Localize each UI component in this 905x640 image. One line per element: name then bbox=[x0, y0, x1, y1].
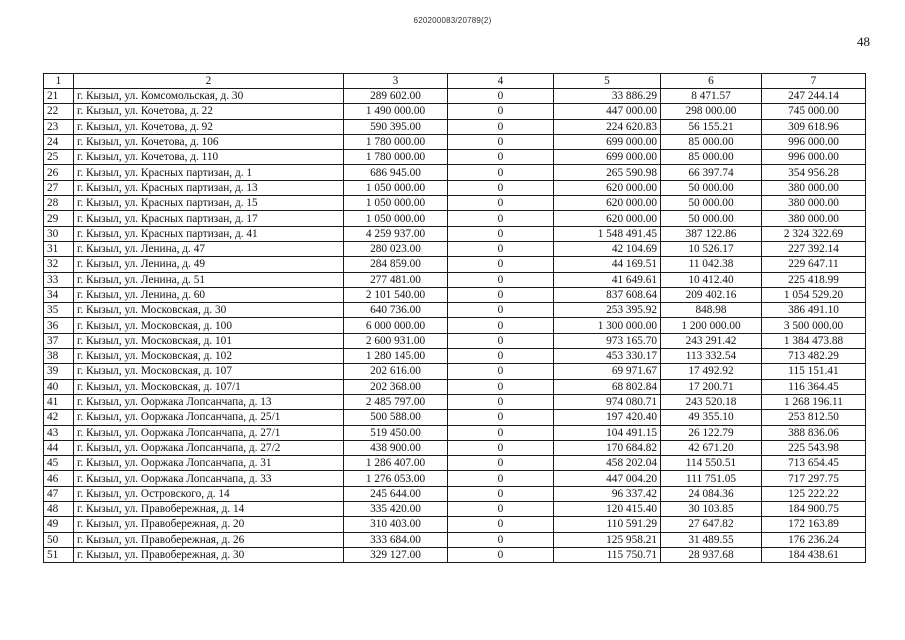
address-cell: г. Кызыл, ул. Ленина, д. 47 bbox=[74, 241, 344, 256]
value-col5-cell: 110 591.29 bbox=[554, 517, 661, 532]
value-col3-cell: 2 101 540.00 bbox=[344, 287, 448, 302]
address-cell: г. Кызыл, ул. Красных партизан, д. 41 bbox=[74, 226, 344, 241]
address-cell: г. Кызыл, ул. Кочетова, д. 22 bbox=[74, 104, 344, 119]
value-col5-cell: 837 608.64 bbox=[554, 287, 661, 302]
value-col3-cell: 500 588.00 bbox=[344, 410, 448, 425]
table-row bbox=[44, 303, 866, 318]
value-col7-cell: 176 236.24 bbox=[762, 532, 866, 547]
value-col4-cell: 0 bbox=[448, 440, 554, 455]
value-col7-cell: 229 647.11 bbox=[762, 257, 866, 272]
row-number: 42 bbox=[44, 410, 74, 425]
table-row bbox=[44, 318, 866, 333]
value-col4-cell: 0 bbox=[448, 196, 554, 211]
value-col6-cell: 387 122.86 bbox=[661, 226, 762, 241]
row-number: 29 bbox=[44, 211, 74, 226]
value-col6-cell: 243 291.42 bbox=[661, 333, 762, 348]
value-col4-cell: 0 bbox=[448, 150, 554, 165]
row-number: 23 bbox=[44, 119, 74, 134]
row-number: 24 bbox=[44, 134, 74, 149]
address-cell: г. Кызыл, ул. Ооржака Лопсанчапа, д. 27/2 bbox=[74, 440, 344, 455]
value-col3-cell: 2 485 797.00 bbox=[344, 394, 448, 409]
address-cell: г. Кызыл, ул. Московская, д. 102 bbox=[74, 349, 344, 364]
value-col6-cell: 50 000.00 bbox=[661, 211, 762, 226]
row-number: 25 bbox=[44, 150, 74, 165]
value-col5-cell: 447 000.00 bbox=[554, 104, 661, 119]
value-col6-cell: 10 526.17 bbox=[661, 241, 762, 256]
row-number: 45 bbox=[44, 456, 74, 471]
address-cell: г. Кызыл, ул. Ооржака Лопсанчапа, д. 31 bbox=[74, 456, 344, 471]
value-col6-cell: 49 355.10 bbox=[661, 410, 762, 425]
value-col7-cell: 388 836.06 bbox=[762, 425, 866, 440]
value-col6-cell: 209 402.16 bbox=[661, 287, 762, 302]
row-number: 40 bbox=[44, 379, 74, 394]
value-col7-cell: 996 000.00 bbox=[762, 134, 866, 149]
value-col6-cell: 1 200 000.00 bbox=[661, 318, 762, 333]
value-col3-cell: 1 050 000.00 bbox=[344, 211, 448, 226]
value-col7-cell: 1 384 473.88 bbox=[762, 333, 866, 348]
value-col7-cell: 386 491.10 bbox=[762, 303, 866, 318]
address-cell: г. Кызыл, ул. Московская, д. 100 bbox=[74, 318, 344, 333]
value-col6-cell: 243 520.18 bbox=[661, 394, 762, 409]
value-col7-cell: 713 482.29 bbox=[762, 349, 866, 364]
value-col5-cell: 115 750.71 bbox=[554, 547, 661, 562]
value-col4-cell: 0 bbox=[448, 180, 554, 195]
value-col5-cell: 44 169.51 bbox=[554, 257, 661, 272]
table-row bbox=[44, 134, 866, 149]
value-col7-cell: 3 500 000.00 bbox=[762, 318, 866, 333]
value-col3-cell: 438 900.00 bbox=[344, 440, 448, 455]
value-col4-cell: 0 bbox=[448, 532, 554, 547]
table-row bbox=[44, 165, 866, 180]
value-col3-cell: 335 420.00 bbox=[344, 502, 448, 517]
value-col7-cell: 184 438.61 bbox=[762, 547, 866, 562]
value-col7-cell: 713 654.45 bbox=[762, 456, 866, 471]
value-col4-cell: 0 bbox=[448, 134, 554, 149]
row-number: 27 bbox=[44, 180, 74, 195]
row-number: 43 bbox=[44, 425, 74, 440]
value-col6-cell: 50 000.00 bbox=[661, 196, 762, 211]
table-row bbox=[44, 119, 866, 134]
value-col7-cell: 227 392.14 bbox=[762, 241, 866, 256]
registry-table bbox=[43, 73, 866, 563]
value-col6-cell: 11 042.38 bbox=[661, 257, 762, 272]
address-cell: г. Кызыл, ул. Московская, д. 107 bbox=[74, 364, 344, 379]
value-col3-cell: 4 259 937.00 bbox=[344, 226, 448, 241]
table-row bbox=[44, 379, 866, 394]
value-col3-cell: 289 602.00 bbox=[344, 89, 448, 104]
value-col7-cell: 309 618.96 bbox=[762, 119, 866, 134]
value-col5-cell: 1 548 491.45 bbox=[554, 226, 661, 241]
document-code: 620200083/20789(2) bbox=[413, 16, 492, 25]
value-col4-cell: 0 bbox=[448, 425, 554, 440]
value-col7-cell: 996 000.00 bbox=[762, 150, 866, 165]
value-col4-cell: 0 bbox=[448, 318, 554, 333]
value-col5-cell: 96 337.42 bbox=[554, 486, 661, 501]
value-col5-cell: 125 958.21 bbox=[554, 532, 661, 547]
column-header: 1 bbox=[44, 74, 74, 89]
value-col6-cell: 10 412.40 bbox=[661, 272, 762, 287]
value-col6-cell: 66 397.74 bbox=[661, 165, 762, 180]
table-row bbox=[44, 241, 866, 256]
value-col3-cell: 2 600 931.00 bbox=[344, 333, 448, 348]
table-row bbox=[44, 471, 866, 486]
value-col4-cell: 0 bbox=[448, 349, 554, 364]
row-number: 34 bbox=[44, 287, 74, 302]
value-col4-cell: 0 bbox=[448, 456, 554, 471]
value-col4-cell: 0 bbox=[448, 394, 554, 409]
value-col7-cell: 225 418.99 bbox=[762, 272, 866, 287]
address-cell: г. Кызыл, ул. Ооржака Лопсанчапа, д. 13 bbox=[74, 394, 344, 409]
table-row bbox=[44, 486, 866, 501]
table-row bbox=[44, 425, 866, 440]
address-cell: г. Кызыл, ул. Кочетова, д. 106 bbox=[74, 134, 344, 149]
value-col5-cell: 974 080.71 bbox=[554, 394, 661, 409]
row-number: 51 bbox=[44, 547, 74, 562]
table-row bbox=[44, 272, 866, 287]
table-row bbox=[44, 532, 866, 547]
address-cell: г. Кызыл, ул. Островского, д. 14 bbox=[74, 486, 344, 501]
value-col3-cell: 519 450.00 bbox=[344, 425, 448, 440]
row-number: 30 bbox=[44, 226, 74, 241]
table-row bbox=[44, 410, 866, 425]
column-header: 6 bbox=[661, 74, 762, 89]
value-col6-cell: 42 671.20 bbox=[661, 440, 762, 455]
value-col3-cell: 1 280 145.00 bbox=[344, 349, 448, 364]
value-col7-cell: 380 000.00 bbox=[762, 211, 866, 226]
value-col6-cell: 85 000.00 bbox=[661, 150, 762, 165]
value-col4-cell: 0 bbox=[448, 89, 554, 104]
row-number: 21 bbox=[44, 89, 74, 104]
value-col5-cell: 265 590.98 bbox=[554, 165, 661, 180]
value-col5-cell: 1 300 000.00 bbox=[554, 318, 661, 333]
value-col6-cell: 113 332.54 bbox=[661, 349, 762, 364]
address-cell: г. Кызыл, ул. Комсомольская, д. 30 bbox=[74, 89, 344, 104]
column-header-row bbox=[44, 74, 866, 89]
value-col4-cell: 0 bbox=[448, 272, 554, 287]
value-col6-cell: 17 492.92 bbox=[661, 364, 762, 379]
table-row bbox=[44, 257, 866, 272]
value-col5-cell: 197 420.40 bbox=[554, 410, 661, 425]
table-row bbox=[44, 394, 866, 409]
address-cell: г. Кызыл, ул. Красных партизан, д. 13 bbox=[74, 180, 344, 195]
value-col6-cell: 85 000.00 bbox=[661, 134, 762, 149]
value-col3-cell: 202 616.00 bbox=[344, 364, 448, 379]
table-row bbox=[44, 364, 866, 379]
row-number: 50 bbox=[44, 532, 74, 547]
row-number: 32 bbox=[44, 257, 74, 272]
row-number: 41 bbox=[44, 394, 74, 409]
value-col5-cell: 69 971.67 bbox=[554, 364, 661, 379]
value-col7-cell: 225 543.98 bbox=[762, 440, 866, 455]
value-col7-cell: 184 900.75 bbox=[762, 502, 866, 517]
value-col7-cell: 745 000.00 bbox=[762, 104, 866, 119]
value-col6-cell: 31 489.55 bbox=[661, 532, 762, 547]
value-col3-cell: 202 368.00 bbox=[344, 379, 448, 394]
value-col5-cell: 620 000.00 bbox=[554, 196, 661, 211]
value-col3-cell: 329 127.00 bbox=[344, 547, 448, 562]
table-row bbox=[44, 547, 866, 562]
value-col3-cell: 1 050 000.00 bbox=[344, 180, 448, 195]
value-col5-cell: 68 802.84 bbox=[554, 379, 661, 394]
value-col3-cell: 277 481.00 bbox=[344, 272, 448, 287]
value-col7-cell: 172 163.89 bbox=[762, 517, 866, 532]
value-col4-cell: 0 bbox=[448, 226, 554, 241]
table-row bbox=[44, 349, 866, 364]
value-col4-cell: 0 bbox=[448, 410, 554, 425]
value-col5-cell: 253 395.92 bbox=[554, 303, 661, 318]
value-col6-cell: 27 647.82 bbox=[661, 517, 762, 532]
row-number: 36 bbox=[44, 318, 74, 333]
value-col3-cell: 590 395.00 bbox=[344, 119, 448, 134]
value-col7-cell: 125 222.22 bbox=[762, 486, 866, 501]
value-col3-cell: 280 023.00 bbox=[344, 241, 448, 256]
value-col5-cell: 458 202.04 bbox=[554, 456, 661, 471]
value-col6-cell: 50 000.00 bbox=[661, 180, 762, 195]
column-header: 4 bbox=[448, 74, 554, 89]
row-number: 26 bbox=[44, 165, 74, 180]
row-number: 47 bbox=[44, 486, 74, 501]
value-col6-cell: 24 084.36 bbox=[661, 486, 762, 501]
address-cell: г. Кызыл, ул. Ооржака Лопсанчапа, д. 27/1 bbox=[74, 425, 344, 440]
value-col5-cell: 699 000.00 bbox=[554, 150, 661, 165]
table-row bbox=[44, 196, 866, 211]
row-number: 46 bbox=[44, 471, 74, 486]
address-cell: г. Кызыл, ул. Ооржака Лопсанчапа, д. 25/1 bbox=[74, 410, 344, 425]
address-cell: г. Кызыл, ул. Красных партизан, д. 15 bbox=[74, 196, 344, 211]
value-col4-cell: 0 bbox=[448, 517, 554, 532]
value-col6-cell: 26 122.79 bbox=[661, 425, 762, 440]
address-cell: г. Кызыл, ул. Правобережная, д. 14 bbox=[74, 502, 344, 517]
value-col4-cell: 0 bbox=[448, 364, 554, 379]
table-row bbox=[44, 89, 866, 104]
row-number: 38 bbox=[44, 349, 74, 364]
address-cell: г. Кызыл, ул. Правобережная, д. 26 bbox=[74, 532, 344, 547]
value-col5-cell: 447 004.20 bbox=[554, 471, 661, 486]
column-header: 2 bbox=[74, 74, 344, 89]
value-col3-cell: 1 780 000.00 bbox=[344, 150, 448, 165]
value-col5-cell: 699 000.00 bbox=[554, 134, 661, 149]
value-col3-cell: 310 403.00 bbox=[344, 517, 448, 532]
address-cell: г. Кызыл, ул. Ленина, д. 60 bbox=[74, 287, 344, 302]
table-row bbox=[44, 333, 866, 348]
address-cell: г. Кызыл, ул. Ленина, д. 49 bbox=[74, 257, 344, 272]
table-row bbox=[44, 150, 866, 165]
table-row bbox=[44, 502, 866, 517]
row-number: 48 bbox=[44, 502, 74, 517]
row-number: 35 bbox=[44, 303, 74, 318]
value-col4-cell: 0 bbox=[448, 502, 554, 517]
row-number: 28 bbox=[44, 196, 74, 211]
row-number: 22 bbox=[44, 104, 74, 119]
value-col5-cell: 120 415.40 bbox=[554, 502, 661, 517]
value-col4-cell: 0 bbox=[448, 471, 554, 486]
address-cell: г. Кызыл, ул. Красных партизан, д. 1 bbox=[74, 165, 344, 180]
value-col5-cell: 973 165.70 bbox=[554, 333, 661, 348]
value-col5-cell: 170 684.82 bbox=[554, 440, 661, 455]
value-col3-cell: 686 945.00 bbox=[344, 165, 448, 180]
address-cell: г. Кызыл, ул. Правобережная, д. 30 bbox=[74, 547, 344, 562]
value-col6-cell: 56 155.21 bbox=[661, 119, 762, 134]
table-row bbox=[44, 180, 866, 195]
page-number: 48 bbox=[857, 34, 870, 49]
value-col4-cell: 0 bbox=[448, 211, 554, 226]
value-col5-cell: 224 620.83 bbox=[554, 119, 661, 134]
value-col6-cell: 28 937.68 bbox=[661, 547, 762, 562]
row-number: 44 bbox=[44, 440, 74, 455]
table-row bbox=[44, 287, 866, 302]
value-col3-cell: 1 276 053.00 bbox=[344, 471, 448, 486]
row-number: 49 bbox=[44, 517, 74, 532]
table-row bbox=[44, 456, 866, 471]
table-row bbox=[44, 211, 866, 226]
table-row bbox=[44, 226, 866, 241]
value-col3-cell: 1 286 407.00 bbox=[344, 456, 448, 471]
value-col4-cell: 0 bbox=[448, 287, 554, 302]
value-col7-cell: 2 324 322.69 bbox=[762, 226, 866, 241]
value-col3-cell: 1 490 000.00 bbox=[344, 104, 448, 119]
value-col3-cell: 1 780 000.00 bbox=[344, 134, 448, 149]
value-col5-cell: 41 649.61 bbox=[554, 272, 661, 287]
value-col3-cell: 1 050 000.00 bbox=[344, 196, 448, 211]
value-col7-cell: 380 000.00 bbox=[762, 180, 866, 195]
value-col3-cell: 640 736.00 bbox=[344, 303, 448, 318]
value-col4-cell: 0 bbox=[448, 379, 554, 394]
address-cell: г. Кызыл, ул. Кочетова, д. 92 bbox=[74, 119, 344, 134]
value-col3-cell: 333 684.00 bbox=[344, 532, 448, 547]
address-cell: г. Кызыл, ул. Ооржака Лопсанчапа, д. 33 bbox=[74, 471, 344, 486]
value-col7-cell: 354 956.28 bbox=[762, 165, 866, 180]
value-col7-cell: 116 364.45 bbox=[762, 379, 866, 394]
value-col6-cell: 30 103.85 bbox=[661, 502, 762, 517]
column-header: 3 bbox=[344, 74, 448, 89]
value-col5-cell: 620 000.00 bbox=[554, 180, 661, 195]
address-cell: г. Кызыл, ул. Московская, д. 30 bbox=[74, 303, 344, 318]
value-col3-cell: 6 000 000.00 bbox=[344, 318, 448, 333]
row-number: 37 bbox=[44, 333, 74, 348]
value-col4-cell: 0 bbox=[448, 165, 554, 180]
value-col7-cell: 1 054 529.20 bbox=[762, 287, 866, 302]
address-cell: г. Кызыл, ул. Красных партизан, д. 17 bbox=[74, 211, 344, 226]
value-col6-cell: 111 751.05 bbox=[661, 471, 762, 486]
value-col7-cell: 115 151.41 bbox=[762, 364, 866, 379]
value-col4-cell: 0 bbox=[448, 241, 554, 256]
address-cell: г. Кызыл, ул. Кочетова, д. 110 bbox=[74, 150, 344, 165]
value-col4-cell: 0 bbox=[448, 333, 554, 348]
column-header: 5 bbox=[554, 74, 661, 89]
value-col4-cell: 0 bbox=[448, 104, 554, 119]
value-col7-cell: 253 812.50 bbox=[762, 410, 866, 425]
value-col3-cell: 284 859.00 bbox=[344, 257, 448, 272]
value-col7-cell: 380 000.00 bbox=[762, 196, 866, 211]
table-row bbox=[44, 104, 866, 119]
address-cell: г. Кызыл, ул. Правобережная, д. 20 bbox=[74, 517, 344, 532]
table-row bbox=[44, 440, 866, 455]
value-col4-cell: 0 bbox=[448, 486, 554, 501]
value-col6-cell: 298 000.00 bbox=[661, 104, 762, 119]
value-col4-cell: 0 bbox=[448, 303, 554, 318]
value-col5-cell: 42 104.69 bbox=[554, 241, 661, 256]
value-col4-cell: 0 bbox=[448, 257, 554, 272]
address-cell: г. Кызыл, ул. Ленина, д. 51 bbox=[74, 272, 344, 287]
value-col6-cell: 848.98 bbox=[661, 303, 762, 318]
value-col4-cell: 0 bbox=[448, 119, 554, 134]
value-col5-cell: 33 886.29 bbox=[554, 89, 661, 104]
column-header: 7 bbox=[762, 74, 866, 89]
address-cell: г. Кызыл, ул. Московская, д. 107/1 bbox=[74, 379, 344, 394]
value-col7-cell: 247 244.14 bbox=[762, 89, 866, 104]
value-col6-cell: 8 471.57 bbox=[661, 89, 762, 104]
value-col6-cell: 17 200.71 bbox=[661, 379, 762, 394]
value-col7-cell: 717 297.75 bbox=[762, 471, 866, 486]
address-cell: г. Кызыл, ул. Московская, д. 101 bbox=[74, 333, 344, 348]
value-col5-cell: 104 491.15 bbox=[554, 425, 661, 440]
value-col5-cell: 453 330.17 bbox=[554, 349, 661, 364]
table-body bbox=[44, 74, 866, 563]
row-number: 39 bbox=[44, 364, 74, 379]
value-col4-cell: 0 bbox=[448, 547, 554, 562]
value-col3-cell: 245 644.00 bbox=[344, 486, 448, 501]
table-row bbox=[44, 517, 866, 532]
value-col5-cell: 620 000.00 bbox=[554, 211, 661, 226]
row-number: 33 bbox=[44, 272, 74, 287]
row-number: 31 bbox=[44, 241, 74, 256]
value-col6-cell: 114 550.51 bbox=[661, 456, 762, 471]
value-col7-cell: 1 268 196.11 bbox=[762, 394, 866, 409]
